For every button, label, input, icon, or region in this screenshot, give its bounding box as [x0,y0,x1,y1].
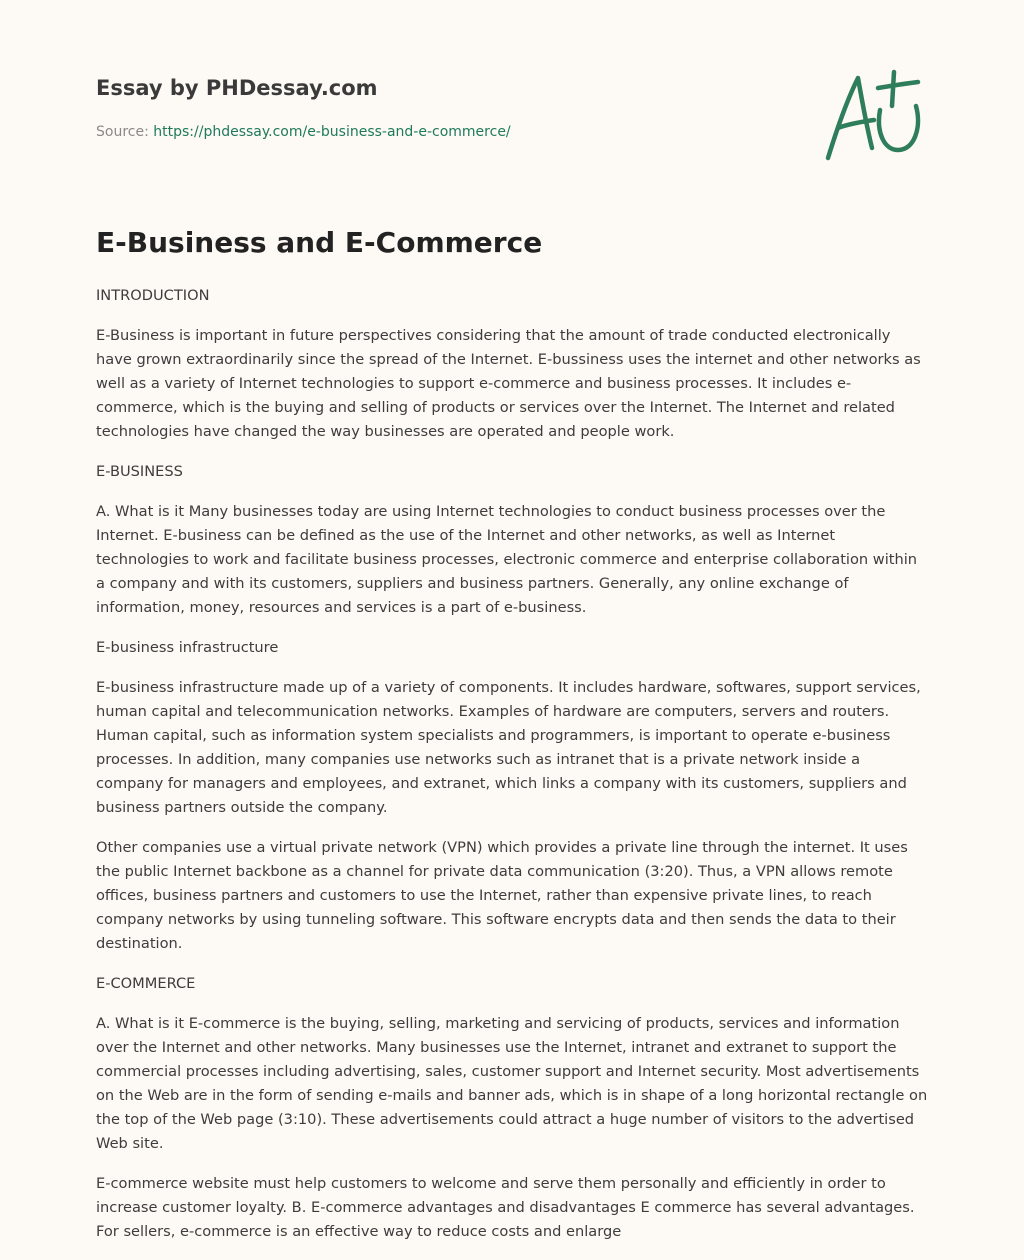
source-line [96,124,511,140]
section-heading-infrastructure: E-business infrastructure [96,639,279,656]
a-plus-logo-icon [822,66,926,166]
essay-title: E-Business and E-Commerce [96,226,543,259]
source-link[interactable]: https://phdessay.com/e-business-and-e-commerce/ [153,124,511,140]
paragraph: E-commerce website must help customers to welcome and serve them personally and efficiently in order to increase customer loyalty. B. E-commerce advantages and disadvantages E commerce has several advantages. For sellers, e-commerce is an effective way to reduce costs and enlarge [96,1175,915,1240]
brand-title: Essay by PHDessay.com [96,76,378,100]
paragraph: A. What is it E-commerce is the buying, selling, marketing and servicing of products, services and information over the Internet and other networks. Many businesses use the Internet, intranet and extranet to support the commercial processes including advertising, sales, customer support and Internet security. Most advertisements on the Web are in the form of sending e-mails and banner ads, which is in shape of a long horizontal rectangle on the top of the Web page (3:10). These advertisements could attract a huge number of visitors to the advertised Web site. [96,1015,928,1152]
paragraph: A. What is it Many businesses today are using Internet technologies to conduct business processes over the Internet. E-business can be defined as the use of the Internet and other networks, as well as Internet technologies to work and facilitate business processes, electronic commerce and enterprise collaboration within a company and with its customers, suppliers and business partners. Generally, any online exchange of information, money, resources and services is a part of e-business. [96,503,918,616]
paragraph: E-Business is important in future perspectives considering that the amount of trade conducted electronically have grown extraordinarily since the spread of the Internet. E-bussiness uses the internet and other networks as well as a variety of Internet technologies to support e-commerce and business processes. It includes e-commerce, which is the buying and selling of products or services over the Internet. The Internet and related technologies have changed the way businesses are operated and people work. [96,327,921,440]
section-heading-e-business: E-BUSINESS [96,463,183,480]
section-heading-introduction: INTRODUCTION [96,287,210,304]
paragraph: E-business infrastructure made up of a variety of components. It includes hardware, softwares, support services, human capital and telecommunication networks. Examples of hardware are computers, servers and routers. Human capital, such as information system specialists and programmers, is important to operate e-business processes. In addition, many companies use networks such as intranet that is a private network inside a company for managers and employees, and extranet, which links a company with its customers, suppliers and business partners outside the company. [96,679,921,816]
source-label: Source: [96,124,149,140]
section-heading-e-commerce: E-COMMERCE [96,975,196,992]
paragraph: Other companies use a virtual private network (VPN) which provides a private line through the internet. It uses the public Internet backbone as a channel for private data communication (3:20). Thus, a VPN allows remote offices, business partners and customers to use the Internet, rather than expensive private lines, to reach company networks by using tunneling software. This software encrypts data and then sends the data to their destination. [96,839,908,952]
essay-body [96,284,928,1260]
